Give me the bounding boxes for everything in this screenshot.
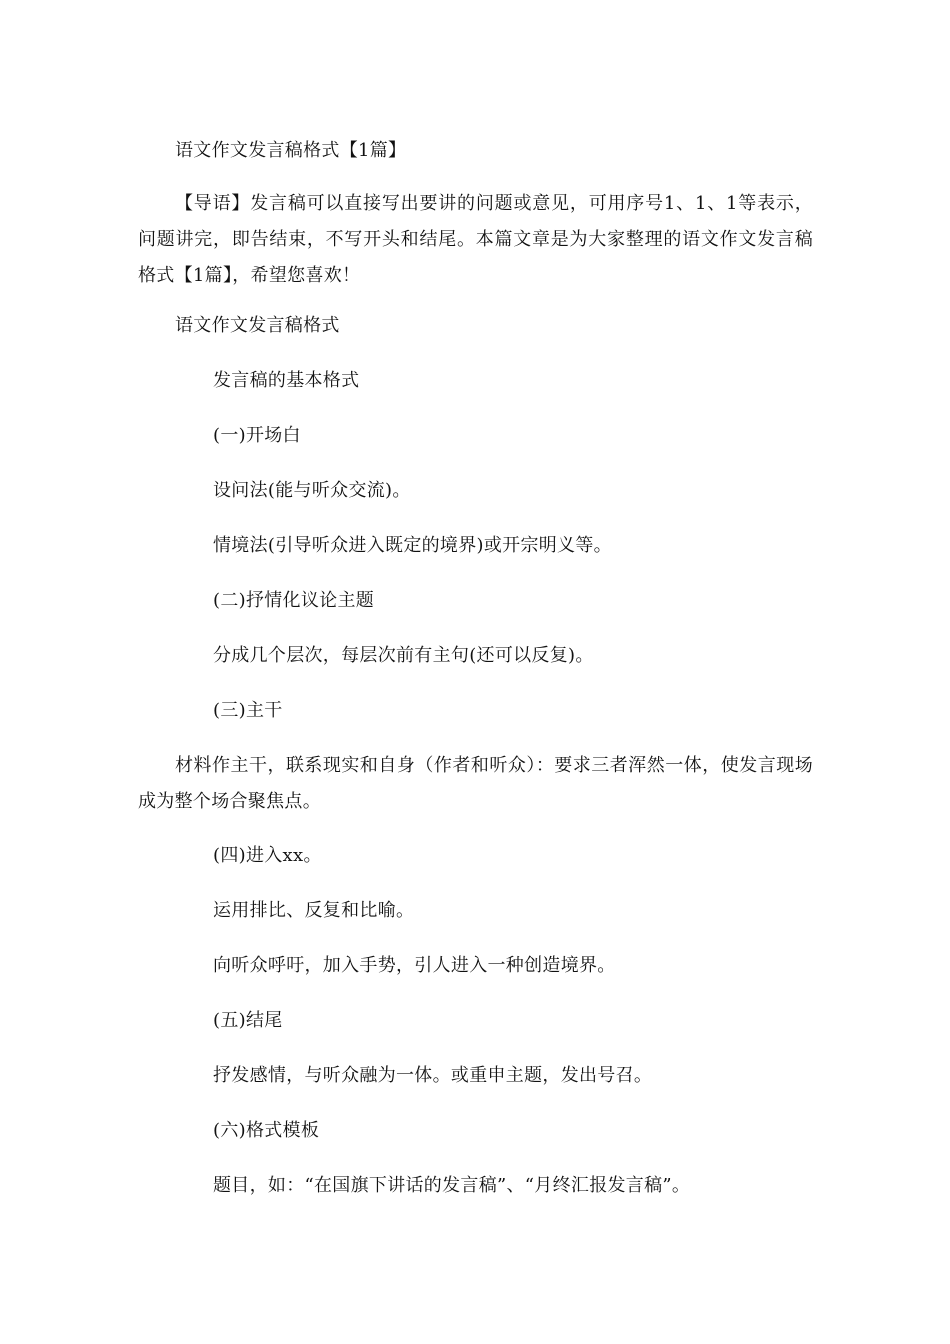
list-item-advance: (四)进入xx。 (213, 845, 322, 866)
list-item-opening: (一)开场白 (213, 425, 301, 446)
section-heading: 语文作文发言稿格式 (175, 315, 340, 336)
body-paragraph: 材料作主干，联系现实和自身（作者和听众）：要求三者浑然一体，使发言现场成为整个场合聚焦点。 (138, 755, 813, 812)
list-item: 分成几个层次，每层次前有主句(还可以反复)。 (213, 645, 594, 666)
list-item: 运用排比、反复和比喻。 (213, 900, 415, 921)
list-item: 情境法(引导听众进入既定的境界)或开宗明义等。 (213, 535, 612, 556)
list-item-ending: (五)结尾 (213, 1010, 283, 1031)
list-item: 设问法(能与听众交流)。 (213, 480, 411, 501)
subheading: 发言稿的基本格式 (213, 370, 360, 391)
document-title: 语文作文发言稿格式【1篇】 (175, 140, 407, 161)
list-item: 题目，如：“在国旗下讲话的发言稿”、“月终汇报发言稿”。 (213, 1175, 691, 1196)
list-item-template: (六)格式模板 (213, 1120, 320, 1141)
intro-paragraph: 【导语】发言稿可以直接写出要讲的问题或意见，可用序号1、1、1等表示，问题讲完，即告结束，不写开头和结尾。本篇文章是为大家整理的语文作文发言稿格式【1篇】，希望您喜欢！ (138, 193, 813, 286)
list-item-main: (三)主干 (213, 700, 283, 721)
list-item-theme: (二)抒情化议论主题 (213, 590, 375, 611)
list-item: 抒发感情，与听众融为一体。或重申主题，发出号召。 (213, 1065, 653, 1086)
list-item: 向听众呼吁，加入手势，引人进入一种创造境界。 (213, 955, 616, 976)
